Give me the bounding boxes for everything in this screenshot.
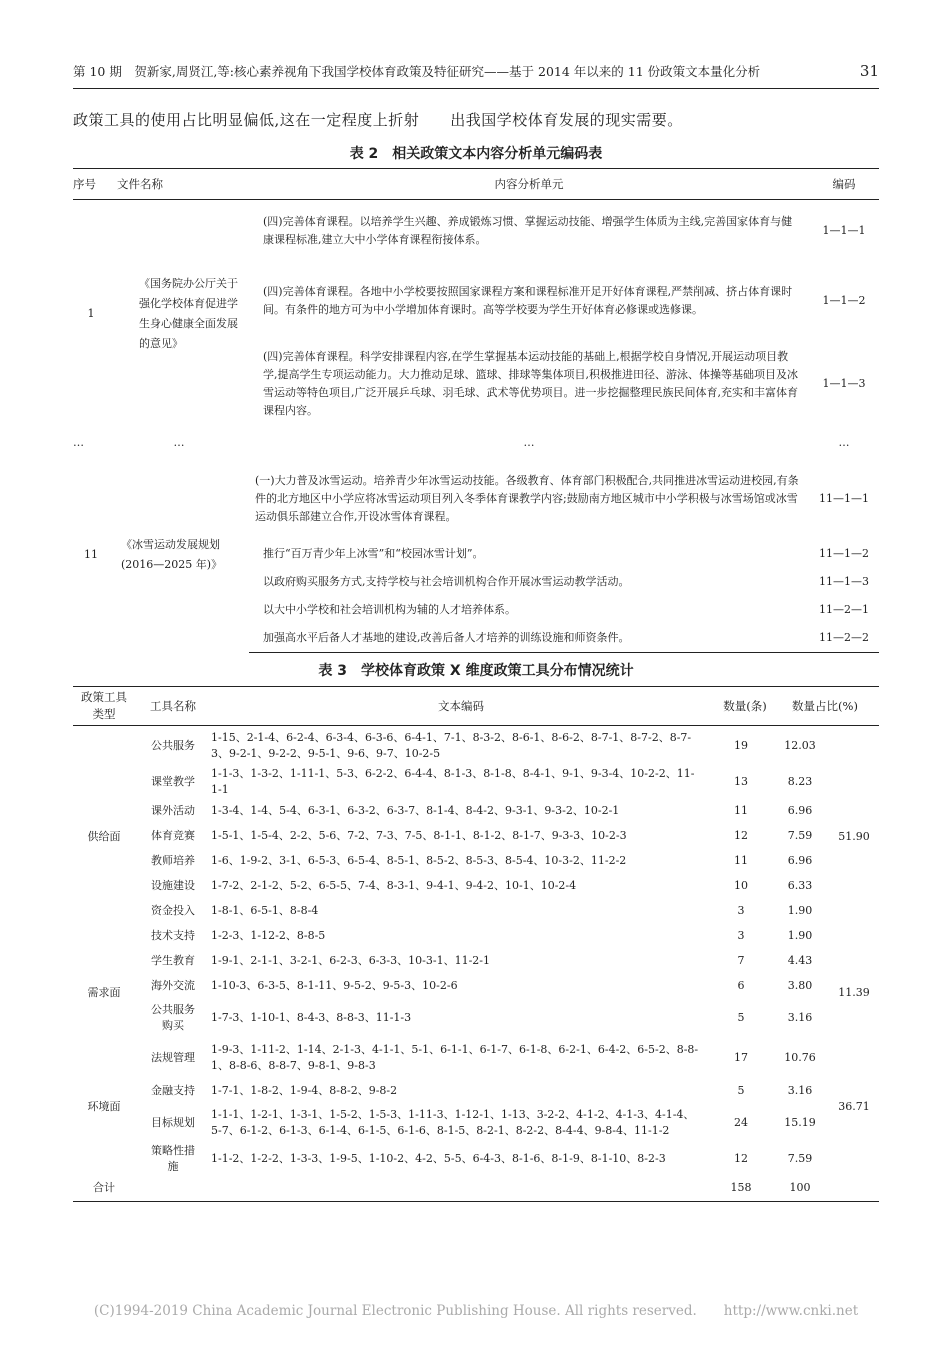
tool-name: 课外活动 [151,803,195,817]
text-codes: 1-8-1、6-5-1、8-8-4 [211,903,319,917]
count-value: 12 [734,1152,748,1165]
type-share: 36.71 [838,1099,870,1113]
content-unit: 以政府购买服务方式,支持学校与社会培训机构合作开展冰雪运动教学活动。 [263,575,630,588]
table3-header-type: 政策工具类型 [73,687,135,726]
running-header-text: 第 10 期 贺新家,周贤江,等:核心素养视角下我国学校体育政策及特征研究——基于 2014 年以来的 11 份政策文本量化分析 [73,64,761,79]
count-value: 24 [734,1116,748,1129]
table2-caption: 表 2 相关政策文本内容分析单元编码表 [349,146,603,162]
percent-value: 15.19 [784,1116,816,1129]
percent-value: 6.96 [787,853,813,867]
unit-code: 11—2—2 [809,624,879,653]
ellipsis: … [73,436,84,449]
content-unit: (四)完善体育课程。以培养学生兴趣、养成锻炼习惯、掌握运动技能、增强学生体质为主线,完善国家体育与健康课程标准,建立大中小学体育课程衔接体系。 [263,215,793,246]
percent-value: 12.03 [784,739,816,752]
tool-type: 需求面 [87,986,121,999]
table-row [73,1103,879,1143]
table-row [73,998,879,1038]
table-row [73,973,879,998]
doc-number: 11 [84,548,98,562]
ellipsis: … [838,436,850,449]
count-value: 3 [737,928,745,942]
tool-type: 供给面 [87,830,121,843]
tool-name: 设施建设 [151,878,195,892]
count-value: 5 [737,1083,745,1097]
tool-name: 技术支持 [151,928,195,942]
percent-value: 8.23 [787,775,813,788]
table-row [73,726,879,767]
content-unit: 推行“百万青少年上冰雪”和“校园冰雪计划”。 [263,547,484,560]
text-codes: 1-10-3、6-3-5、8-1-11、9-5-2、9-5-3、10-2-6 [211,978,458,992]
tool-name: 海外交流 [151,978,195,992]
tool-name: 公共服务 [151,739,195,752]
doc-name: 《国务院办公厅关于强化学校体育促进学生身心健康全面发展的意见》 [139,277,238,350]
count-value: 12 [734,828,748,842]
type-share: 11.39 [838,986,870,999]
copyright-footer: (C)1994-2019 China Academic Journal Electronic Publishing House. All rights reserved. http://www.cnki.net [93,1303,859,1319]
percent-value: 7.59 [787,1152,813,1165]
ellipsis: … [173,436,185,449]
table-row [73,1038,879,1078]
percent-value: 3.16 [787,1011,813,1024]
text-codes: 1-9-3、1-11-2、1-14、2-1-3、4-1-1、5-1、6-1-1、6-1-7、6-1-8、6-2-1、6-4-2、6-5-2、8-8-1、8-8-6、8-8-7、9-8-1、9-8-3 [211,1043,699,1072]
tool-name: 教师培养 [151,853,195,867]
empty-cell [211,1175,711,1202]
table-row [73,848,879,873]
intro-paragraph: 政策工具的使用占比明显偏低,这在一定程度上折射 出我国学校体育发展的现实需要。 [73,111,683,129]
table-row [73,923,879,948]
content-unit: (一)大力普及冰雪运动。培养青少年冰雪运动技能。各级教育、体育部门积极配合,共同推进冰雪运动进校园,有条件的北方地区中小学应将冰雪运动项目列入冬季体育课教学内容;鼓励南方地区城市中小学积极与冰雪场馆或冰雪运动俱乐部建立合作,开设冰雪体育课程。 [255,474,799,523]
table-row [73,1078,879,1103]
count-value: 6 [737,978,745,992]
table-row [73,898,879,923]
percent-value: 6.96 [787,803,813,817]
table2-header-code: 编码 [809,169,879,200]
count-value: 11 [734,803,748,817]
percent-value: 3.16 [787,1083,813,1097]
unit-code: 1—1—1 [822,224,866,237]
percent-value: 1.90 [787,928,813,942]
table-row [73,200,879,263]
total-percent: 100 [771,1175,829,1202]
text-codes: 1-5-1、1-5-4、2-2、5-6、7-2、7-3、7-5、8-1-1、8-1-2、8-1-7、9-3-3、10-2-3 [211,828,627,842]
tool-name: 学生教育 [151,953,195,967]
ellipsis-row [73,428,879,458]
table-row [73,766,879,798]
count-value: 7 [737,953,745,967]
table2-header-no: 序号 [73,169,109,200]
text-codes: 1-7-2、2-1-2、5-2、6-5-5、7-4、8-3-1、9-4-1、9-4-2、10-1、10-2-4 [211,878,577,892]
count-value: 11 [734,853,748,867]
tool-name: 公共服务购买 [151,1003,195,1032]
content-unit: 加强高水平后备人才基地的建设,改善后备人才培养的训练设施和师资条件。 [249,624,809,653]
unit-code: 11—2—1 [819,603,869,616]
table2-header-row [73,169,879,200]
text-codes: 1-2-3、1-12-2、8-8-5 [211,928,326,942]
text-codes: 1-9-1、2-1-1、3-2-1、6-2-3、6-3-3、10-3-1、11-2-1 [211,953,491,967]
tool-name: 目标规划 [151,1116,195,1129]
count-value: 5 [737,1011,745,1024]
text-codes: 1-1-3、1-3-2、1-11-1、5-3、6-2-2、6-4-4、8-1-3、8-1-8、8-4-1、9-1、9-3-4、10-2-2、11-1-1 [211,767,695,796]
text-codes: 1-1-1、1-2-1、1-3-1、1-5-2、1-5-3、1-11-3、1-12-1、1-13、3-2-2、4-1-2、4-1-3、4-1-4、5-7、6-1-2、6-1-3、6-1-4、6-1-5、6-1-6、8-1-5、8-2-1、8-2-2、8-4-4、9-8-4、11-1-2 [211,1108,695,1137]
count-value: 13 [734,775,748,788]
table-row [73,823,879,848]
tool-name: 策略性措施 [151,1144,195,1173]
running-header [73,62,879,80]
total-label: 合计 [73,1175,135,1202]
total-row [73,1175,879,1202]
table-row [73,798,879,823]
percent-value: 10.76 [784,1051,816,1064]
table2-header-name: 文件名称 [109,169,249,200]
unit-code: 11—1—1 [819,492,869,505]
unit-code: 11—1—2 [819,547,869,560]
text-codes: 1-1-2、1-2-2、1-3-3、1-9-5、1-10-2、4-2、5-5、6-4-3、8-1-6、8-1-9、8-1-10、8-2-3 [211,1152,666,1165]
text-codes: 1-6、1-9-2、3-1、6-5-3、6-5-4、8-5-1、8-5-2、8-5-3、8-5-4、10-3-2、11-2-2 [211,853,627,867]
header-rule [73,88,879,89]
text-codes: 1-7-1、1-8-2、1-9-4、8-8-2、9-8-2 [211,1083,398,1097]
table-row [73,948,879,973]
tool-name: 体育竞赛 [151,828,195,842]
count-value: 19 [734,739,748,752]
doc-number: 1 [87,307,95,320]
table3 [73,686,879,1202]
tool-name: 金融支持 [151,1083,195,1097]
table-row [73,1143,879,1175]
tool-name: 法规管理 [151,1051,195,1064]
table3-header-tool: 工具名称 [135,687,211,726]
empty-cell [829,1175,879,1202]
ellipsis: … [523,436,535,449]
content-unit: (四)完善体育课程。科学安排课程内容,在学生掌握基本运动技能的基础上,根据学校自身情况,开展运动项目教学,提高学生专项运动能力。大力推动足球、篮球、排球等集体项目,积极推进田径、游泳、体操等基础项目及冰雪运动等特色项目,广泛开展乒乓球、羽毛球、武术等优势项目。进一步挖掘整理民族民间体育,充实和丰富体育课程内容。 [263,350,798,417]
unit-code: 11—1—3 [819,575,869,588]
content-unit: (四)完善体育课程。各地中小学校要按照国家课程方案和课程标准开足开好体育课程,严禁削减、挤占体育课时间。有条件的地方可为中小学增加体育课时。高等学校要为学生开好体育必修课或选修课。 [263,285,793,316]
text-codes: 1-15、2-1-4、6-2-4、6-3-4、6-3-6、6-4-1、7-1、8-3-2、8-6-1、8-6-2、8-7-1、8-7-2、8-7-3、9-2-1、9-2-2、9-5-1、9-6、9-7、10-2-5 [211,731,692,760]
text-codes: 1-7-3、1-10-1、8-4-3、8-8-3、11-1-3 [211,1011,412,1024]
unit-code: 1—1—3 [822,377,866,390]
content-unit: 以大中小学校和社会培训机构为辅的人才培养体系。 [263,603,516,616]
table3-header-codes: 文本编码 [211,687,711,726]
tool-name: 资金投入 [151,903,195,917]
table3-caption: 表 3 学校体育政策 X 维度政策工具分布情况统计 [318,663,634,679]
page-number: 31 [859,62,879,80]
count-value: 3 [737,903,745,917]
unit-code: 1—1—2 [822,294,866,307]
percent-value: 7.59 [787,828,813,842]
text-codes: 1-3-4、1-4、5-4、6-3-1、6-3-2、6-3-7、8-1-4、8-4-2、9-3-1、9-3-2、10-2-1 [211,803,620,817]
table3-header-count-label: 数量(条) [723,698,767,713]
percent-value: 4.43 [787,953,813,967]
table-row [73,873,879,898]
percent-value: 6.33 [787,878,813,892]
percent-value: 3.80 [787,978,813,992]
table2 [73,168,879,653]
tool-name: 课堂教学 [151,775,195,788]
percent-value: 1.90 [787,903,813,917]
table3-header-percent-label: 数量占比(%) [792,698,858,713]
count-value: 10 [734,878,748,892]
doc-name: 《冰雪运动发展规划(2016—2025 年)》 [121,538,223,572]
table3-header-row [73,687,879,726]
table3-header-count [711,687,879,726]
count-value: 17 [734,1051,748,1064]
empty-cell [135,1175,211,1202]
table2-header-content: 内容分析单元 [249,169,809,200]
table-row [73,458,879,540]
total-count: 158 [711,1175,771,1202]
type-share: 51.90 [838,830,870,843]
tool-type: 环境面 [87,1099,121,1113]
